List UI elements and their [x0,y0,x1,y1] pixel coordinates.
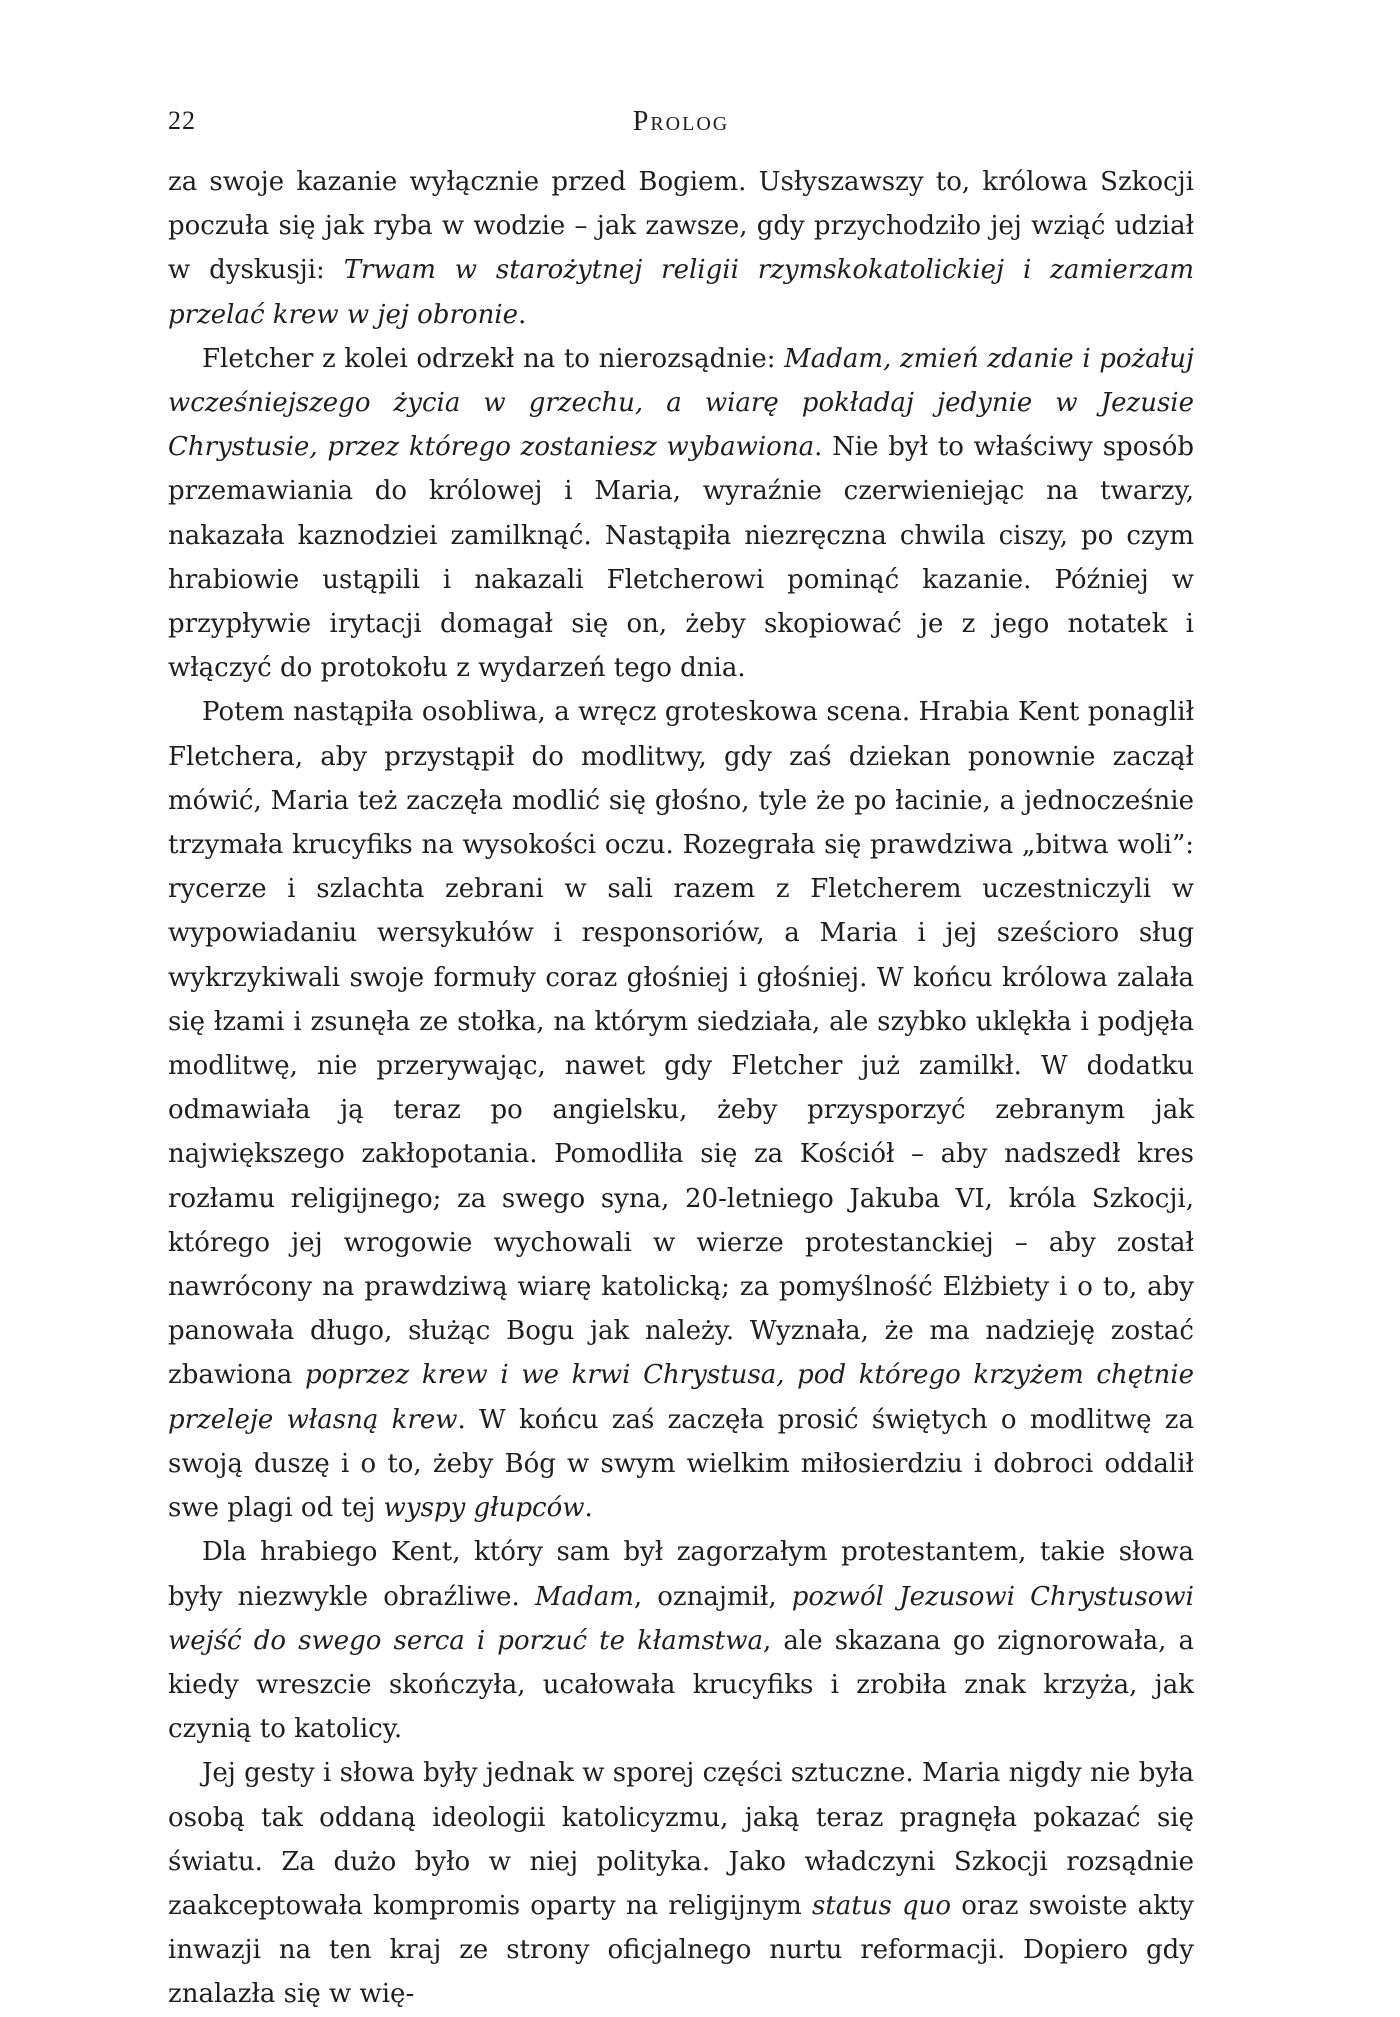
italic-quote: pozwól Jezusowi Chrystusowi wejść do swego serca i porzuć te kłamstwa [168,1581,1194,1656]
text-segment: za swoje kazanie wyłącznie przed Bogiem. Usłyszawszy to, królowa Szkocji poczuła się jak ryba w wodzie – jak zawsze, gdy przychodziło jej wziąć udział w dyskusji: [168,167,1194,286]
text-segment: Dla hrabiego Kent, który sam był zagorzałym protestantem, takie słowa były niezwykle obraźliwe. [168,1537,1194,1612]
italic-quote: Trwam w starożytnej religii rzymskokatolickiej i zamierzam przelać krew w jej obronie [168,255,1194,330]
text-segment: Potem nastąpiła osobliwa, a wręcz groteskowa scena. Hrabia Kent ponaglił Fletchera, aby przystąpił do modlitwy, gdy zaś dziekan ponownie zaczął mówić, Maria też zaczęła modlić się głośno, tyle że po łacinie, a jednocześnie trzymała krucyfiks na wysokości oczu. Rozegrała się prawdziwa „bitwa woli”: rycerze i szlachta zebrani w sali razem z Fletcherem uczestniczyli w wypowiadaniu wersykułów i responsoriów, a Maria i jej sześcioro sług wykrzykiwali swoje formuły coraz głośniej i głośniej. W końcu królowa zalała się łzami i zsunęła ze stołka, na którym siedziała, ale szybko uklękła i podjęła modlitwę, nie przerywając, nawet gdy Fletcher już zamilkł. W dodatku odmawiała ją teraz po angielsku, żeby przysporzyć zebranym jak największego zakłopotania. Pomodliła się za Kościół – aby nadszedł kres rozłamu religijnego; za swego syna, 20-letniego Jakuba VI, króla Szkocji, którego jej wrogowie wychowali w wierze protestanckiej – aby został nawrócony na prawdziwą wiarę katolicką; za pomyślność Elżbiety i o to, aby panowała długo, służąc Bogu jak należy. Wyznała, że ma nadzieję zostać zbawiona [168,697,1194,1391]
paragraph-2 [168,337,1194,691]
body-text [168,160,1194,2017]
paragraph-1 [168,160,1194,337]
italic-quote: Madam, zmień zdanie i pożałuj wcześniejszego życia w grzechu, a wiarę pokładaj jedynie w Jezusie Chrystusie, przez którego zostaniesz wybawiona [168,343,1194,463]
text-segment: . [584,1493,593,1524]
italic-quote: poprzez krew i we krwi Chrystusa, pod którego krzyżem chętnie przeleje własną krew [168,1360,1195,1435]
book-page [168,96,1194,2017]
running-title: Prolog [632,106,730,137]
italic-phrase: wyspy głupców [383,1493,585,1524]
text-segment: , oznajmił, [633,1581,792,1612]
text-segment: Jej gesty i słowa były jednak w sporej części sztuczne. Maria nigdy nie była osobą tak oddaną ideologii katolicyzmu, jaką teraz pragnęła pokazać się światu. Za dużo było w niej polityka. Jako władczyni Szkocji rozsądnie zaakceptowała kompromis oparty na religijnym [168,1758,1194,1921]
text-segment: Fletcher z kolei odrzekł na to nierozsądnie: [202,343,785,374]
text-segment: . W końcu zaś zaczęła prosić świętych o modlitwę za swoją duszę i o to, żeby Bóg w swym wielkim miłosierdziu i dobroci oddalił swe plagi od tej [168,1404,1194,1524]
paragraph-4 [168,1530,1194,1751]
paragraph-5 [168,1751,1194,2016]
running-head [168,96,1194,140]
text-segment: oraz swoiste akty inwazji na ten kraj ze strony oficjalnego nurtu reformacji. Dopiero gdy znalazła się w wię- [168,1890,1194,2010]
paragraph-3 [168,690,1194,1530]
italic-phrase: status quo [811,1890,952,1921]
italic-quote: Madam [534,1581,634,1612]
text-segment: , ale skazana go zignorowała, a kiedy wreszcie skończyła, ucałowała krucyfiks i zrobiła znak krzyża, jak czynią to katolicy. [168,1625,1194,1745]
page-number: 22 [168,106,196,135]
text-segment: . Nie był to właściwy sposób przemawiania do królowej i Maria, wyraźnie czerwieniejąc na twarzy, nakazała kaznodziei zamilknąć. Nastąpiła niezręczna chwila ciszy, po czym hrabiowie ustąpili i nakazali Fletcherowi pominąć kazanie. Później w przypływie irytacji domagał się on, żeby skopiować je z jego notatek i włączyć do protokołu z wydarzeń tego dnia. [168,432,1194,684]
text-segment: . [518,299,527,330]
